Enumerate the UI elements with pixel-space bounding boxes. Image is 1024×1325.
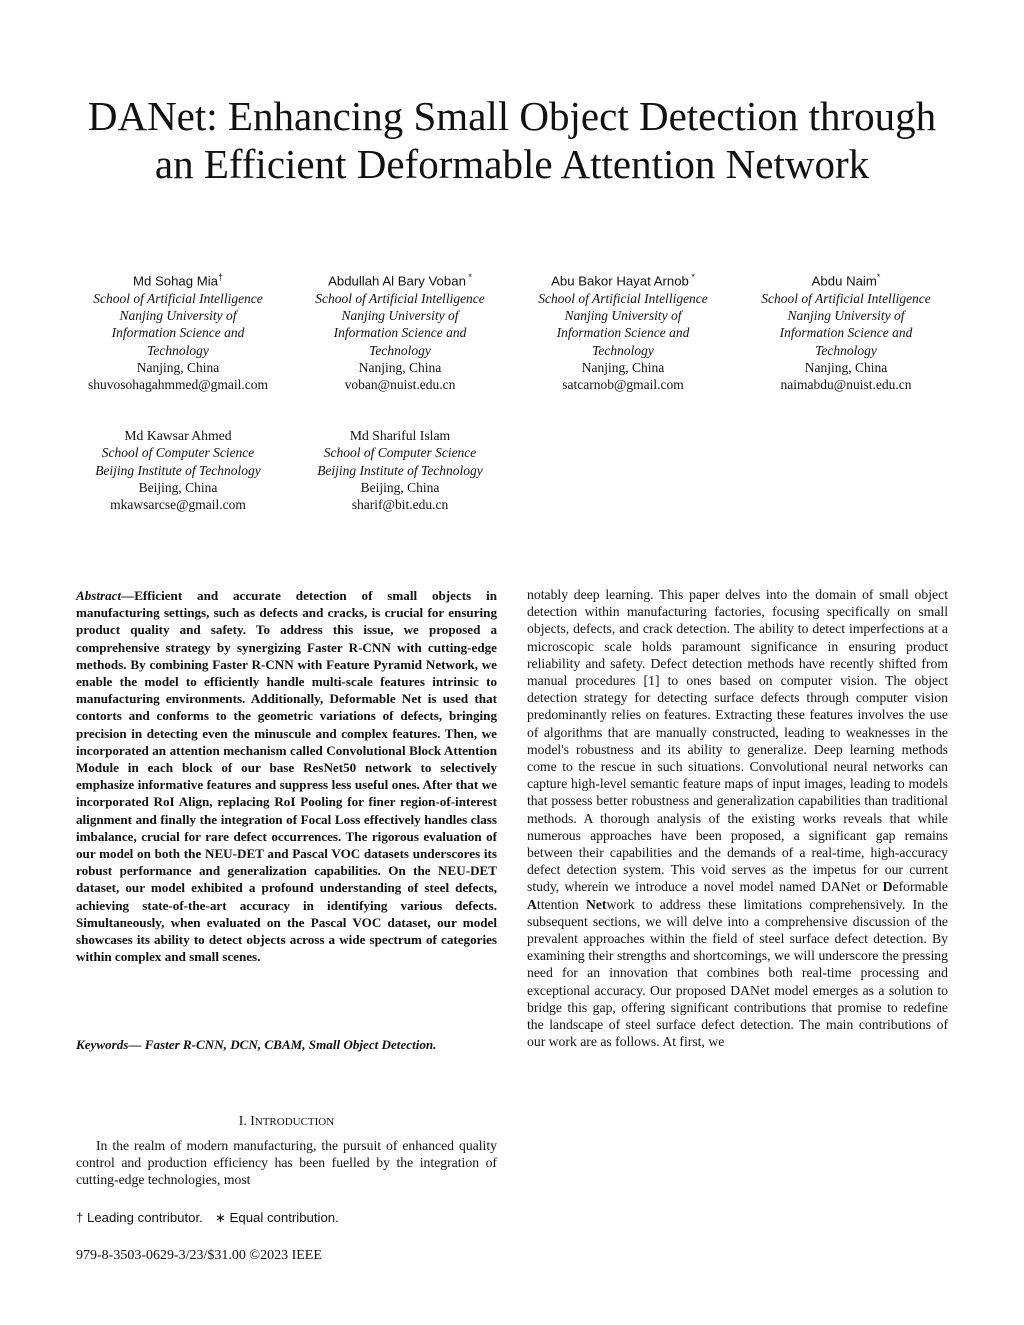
section-first-letter: I	[250, 1113, 255, 1128]
author-dept: School of Computer Science	[323, 445, 477, 461]
author-inst: Information Science and	[333, 325, 467, 341]
author-dept: School of Artificial Intelligence	[93, 290, 263, 306]
bold-letter: A	[527, 896, 537, 912]
author-inst: Technology	[369, 342, 431, 358]
section-number: I.	[238, 1113, 247, 1128]
author-inst: Information Science and	[111, 325, 245, 341]
author-place: Beijing, China	[138, 479, 218, 495]
author-block-3	[513, 269, 733, 393]
author-block-2	[290, 269, 510, 393]
author-name: Md Sohag Mia†	[132, 272, 224, 289]
copyright-line: 979-8-3503-0629-3/23/$31.00 ©2023 IEEE	[76, 1248, 322, 1263]
author-name: Md Kawsar Ahmed	[124, 428, 232, 443]
author-dept: School of Artificial Intelligence	[315, 290, 485, 306]
author-place: Beijing, China	[360, 479, 440, 495]
author-dept: School of Computer Science	[101, 445, 255, 461]
abstract	[76, 587, 497, 965]
author-email: satcarnob@gmail.com	[562, 377, 684, 393]
author-name: Abdullah Al Bary Voban *	[328, 272, 472, 289]
intro-paragraph: In the realm of modern manufacturing, the pursuit of enhanced quality control and production efficiency has been fuelled by the integration of cutting-edge technologies, most	[76, 1138, 497, 1188]
author-place: Nanjing, China	[581, 359, 665, 375]
body-text: eformable	[892, 879, 948, 895]
author-name: Md Shariful Islam	[349, 428, 451, 443]
author-email: voban@nuist.edu.cn	[344, 377, 456, 393]
author-inst: Technology	[815, 342, 877, 358]
author-name: Abu Bakor Hayat Arnob *	[551, 272, 695, 289]
author-email: mkawsarcse@gmail.com	[110, 497, 246, 513]
author-inst: Nanjing University of	[564, 307, 682, 323]
author-inst: Beijing Institute of Technology	[95, 462, 261, 478]
author-dept: School of Artificial Intelligence	[538, 290, 708, 306]
body-text: work to address these limitations comprehensively. In the subsequent sections, we will delve into a comprehensive discussion of the prevalent approaches within the field of steel surface defect detection. By examining their strengths and shortcomings, we will underscore the pressing need for an innovation that combines both real-time processing and exceptional accuracy. Our proposed DANet model emerges as a solution to bridge this gap, offering significant contributions that promise to redefine the landscape of steel surface defect detection. The main contributions of our work are as follows. At first, we	[527, 896, 948, 1050]
author-inst: Nanjing University of	[787, 307, 905, 323]
footnote-equal: ∗ Equal contribution.	[214, 1210, 339, 1225]
author-name: Abdu Naim*	[811, 272, 881, 289]
author-block-6	[290, 427, 510, 513]
author-inst: Nanjing University of	[341, 307, 459, 323]
author-inst: Technology	[147, 342, 209, 358]
footnote	[76, 1210, 339, 1226]
author-inst: Technology	[592, 342, 654, 358]
abstract-text: —Efficient and accurate detection of small objects in manufacturing settings, such as defects and cracks, is crucial for ensuring product quality and safety. To address this issue, we proposed a comprehensive strategy by synergizing Faster R-CNN with cutting-edge methods. By combining Faster R-CNN with Feature Pyramid Network, we enable the model to efficiently handle multi-scale features intrinsic to manufacturing environments. Additionally, Deformable Net is used that contorts and conforms to the geometric variations of defects, bringing precision in detecting even the minuscule and complex features. Then, we incorporated an attention mechanism called Convolutional Block Attention Module in each block of our base ResNet50 network to selectively emphasize informative features and suppress less useful ones. After that we incorporated RoI Align, replacing RoI Pooling for finer region-of-interest alignment and finally the integration of Focal Loss effectively handles class imbalance, crucial for rare defect occurrences. The rigorous evaluation of our model on both the NEU-DET and Pascal VOC datasets underscores its robust performance and generalization capabilities. On the NEU-DET dataset, our model exhibited a profound understanding of steel defects, achieving state-of-the-art accuracy in identifying various defects. Simultaneously, when evaluated on the Pascal VOC dataset, our model showcases its ability to detect objects across a wide spectrum of categories within complex and small scenes.	[76, 588, 497, 965]
title-line-1: DANet: Enhancing Small Object Detection through	[87, 93, 937, 139]
section-title-rest: NTRODUCTION	[254, 1116, 335, 1128]
body-text: notably deep learning. This paper delves into the domain of small object detection within manufacturing factories, focusing specifically on small objects, defects, and crack detection. The ability to detect imperfections at a microscopic scale holds paramount significance in ensuring product reliability and safety. Defect detection methods have recently shifted from manual procedures [1] to ones based on computer vision. The object detection strategy for detecting surface defects through computer vision predominantly relies on features. Extracting these features involves the use of algorithms that are manually constructed, leading to weaknesses in the model's robustness and its ability to generalize. Deep learning methods come to the rescue in such situations. Convolutional neural networks can capture high-level semantic feature maps of input images, leading to models that possess better robustness and generalization capabilities than traditional methods. A thorough analysis of the existing works reveals that while numerous approaches have been proposed, a significant gap remains between their capabilities and the demands of a real-time, high-accuracy defect detection system. This void serves as the impetus for our current study, wherein we introduce a novel model named DANet or	[527, 587, 948, 895]
bold-letters: Net	[585, 896, 607, 912]
title-line-2: an Efficient Deformable Attention Network	[154, 141, 870, 187]
author-inst: Information Science and	[779, 325, 913, 341]
author-inst: Information Science and	[556, 325, 690, 341]
author-inst: Beijing Institute of Technology	[317, 462, 483, 478]
body-text: ttention	[536, 896, 586, 912]
author-email: shuvosohagahmmed@gmail.com	[87, 377, 269, 393]
keywords: Keywords— Faster R-CNN, DCN, CBAM, Small Object Detection.	[76, 1037, 437, 1052]
author-block-4	[736, 269, 956, 393]
author-block-5	[68, 427, 288, 513]
bold-letter: D	[882, 879, 893, 895]
author-place: Nanjing, China	[136, 359, 220, 375]
paper-title	[60, 92, 964, 188]
abstract-label: Abstract	[76, 588, 122, 603]
author-place: Nanjing, China	[358, 359, 442, 375]
author-place: Nanjing, China	[804, 359, 888, 375]
author-dept: School of Artificial Intelligence	[761, 290, 931, 306]
right-column-paragraph	[527, 586, 948, 1050]
footnote-leading: † Leading contributor.	[76, 1210, 203, 1225]
author-email: sharif@bit.edu.cn	[351, 497, 449, 513]
author-inst: Nanjing University of	[119, 307, 237, 323]
author-email: naimabdu@nuist.edu.cn	[780, 377, 912, 393]
author-block-1	[68, 269, 288, 393]
section-heading-introduction	[76, 1113, 497, 1129]
